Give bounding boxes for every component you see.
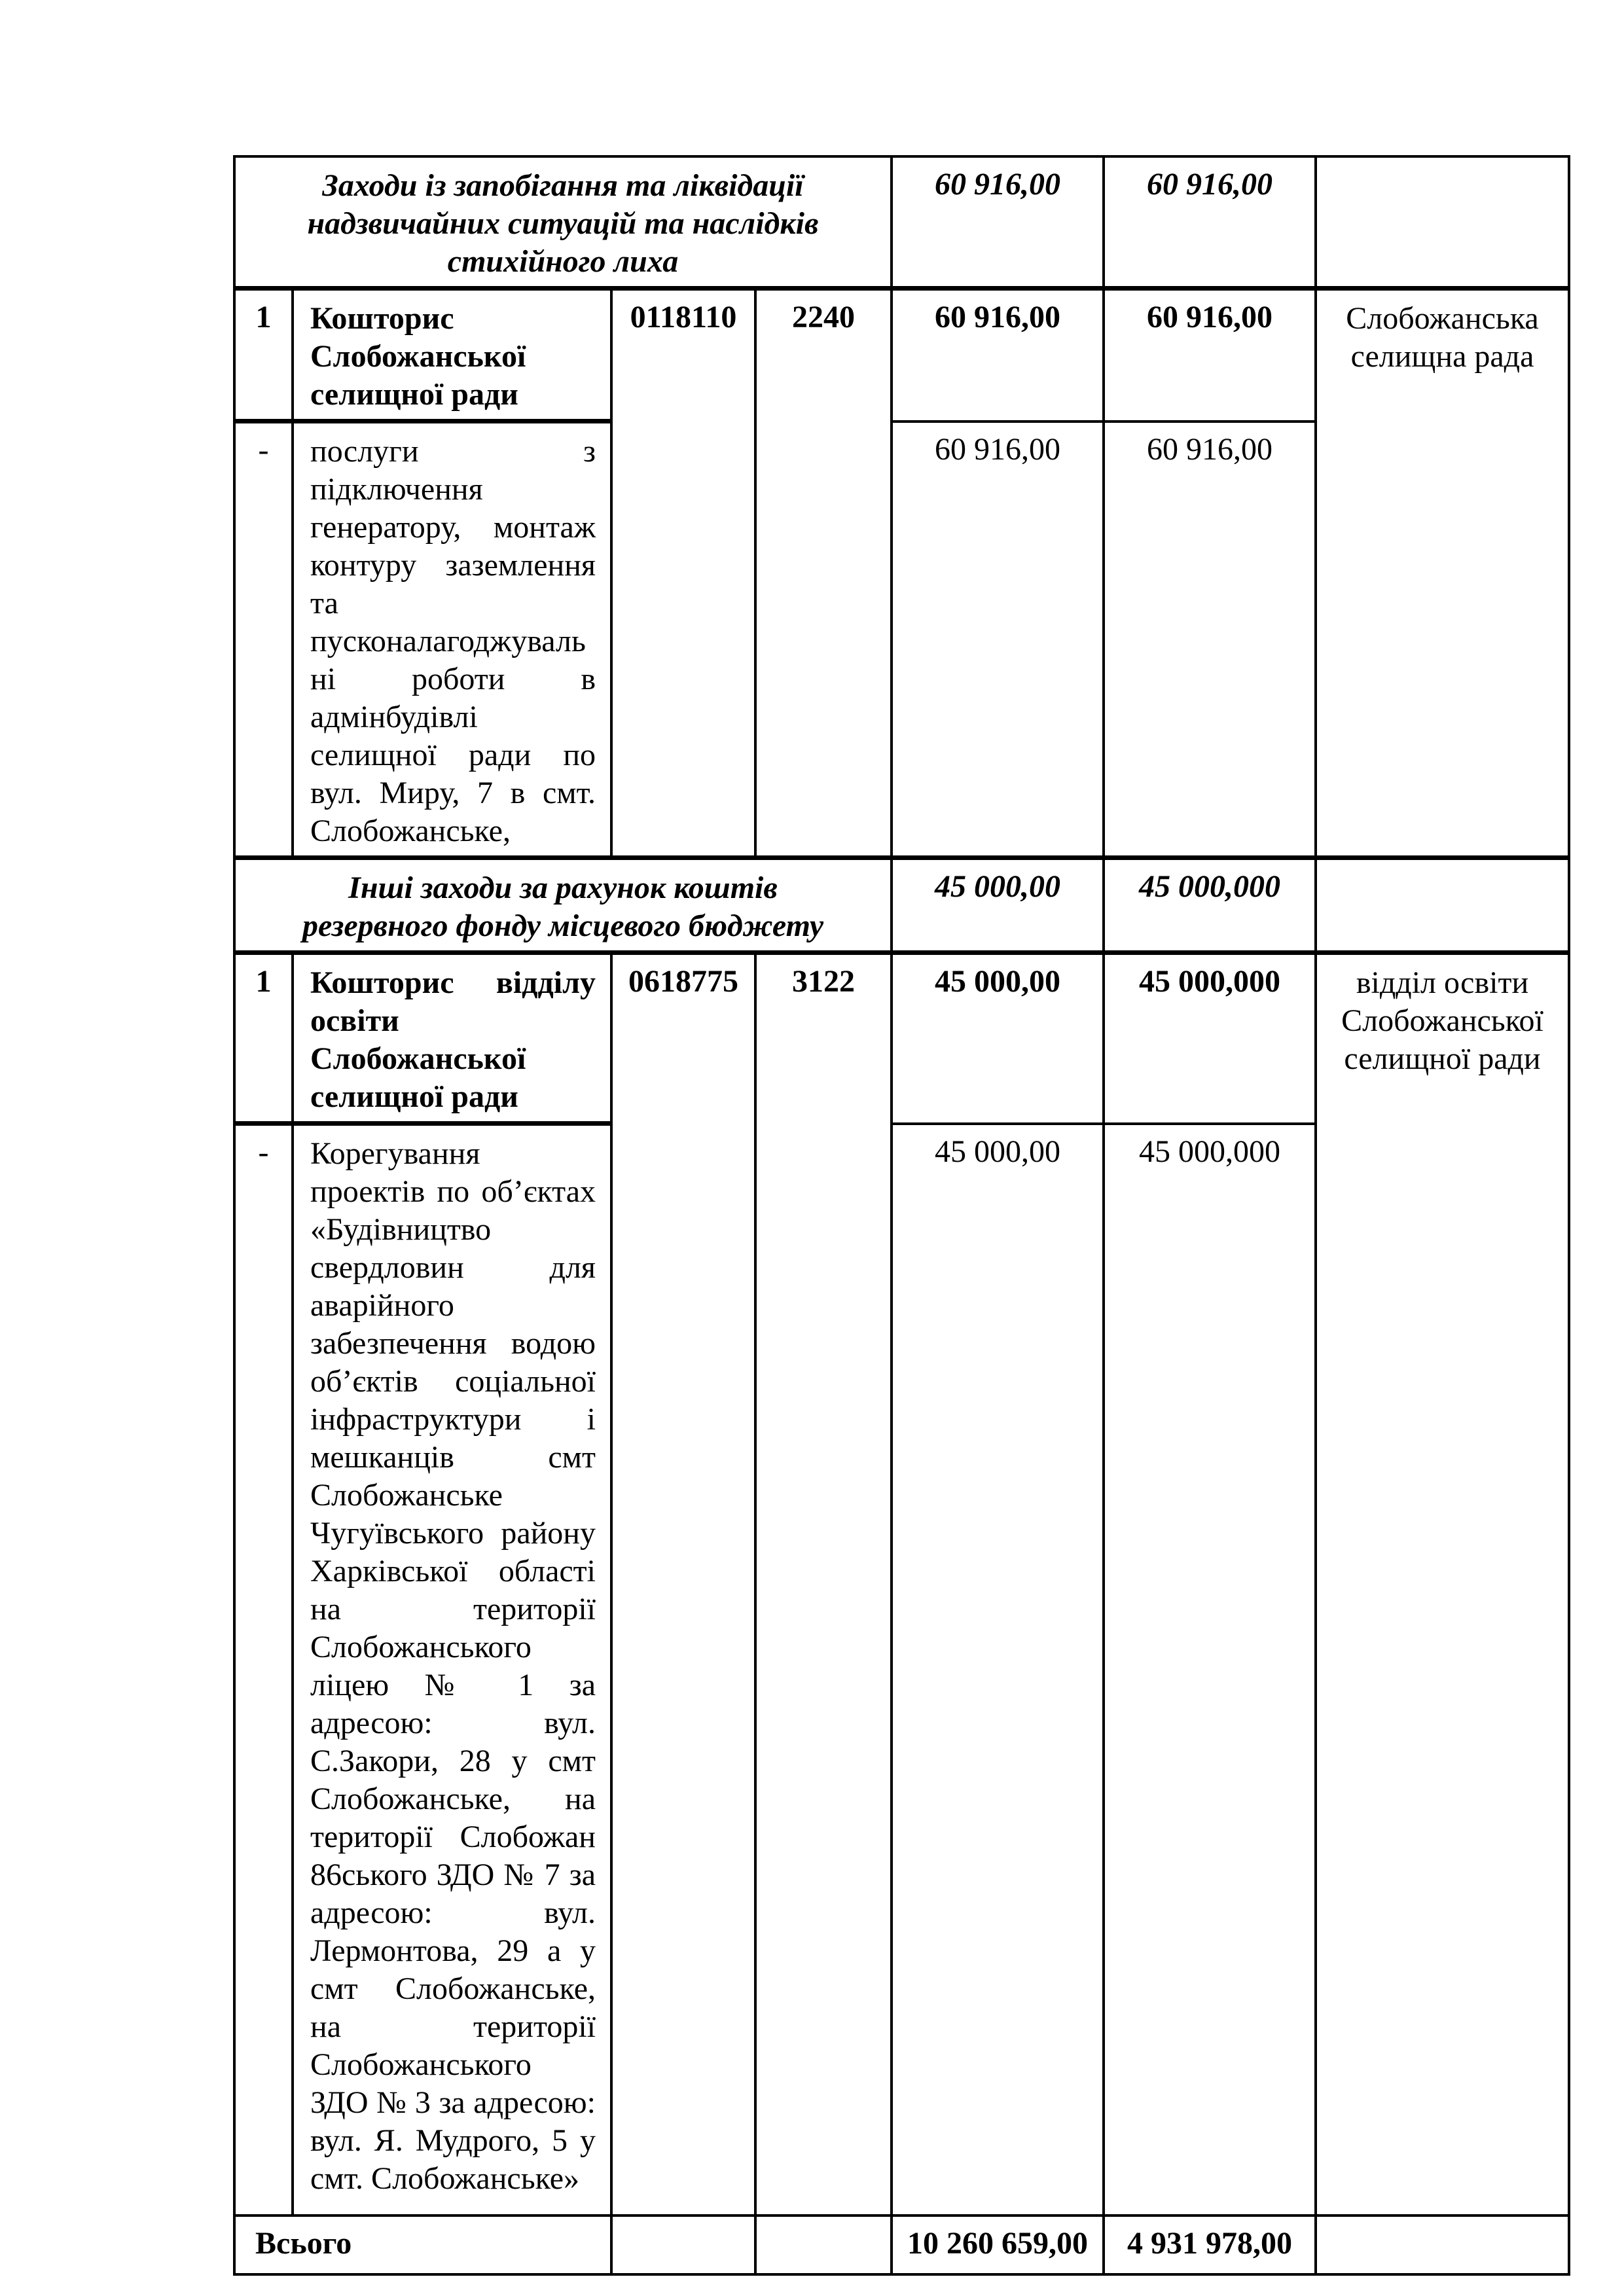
program-code-cell: 0118110 [611, 289, 755, 858]
executor-cell: Слобожанська селищна рада [1316, 289, 1569, 858]
empty-cell [1316, 2215, 1569, 2274]
entry-row [234, 953, 1569, 1124]
empty-cell [611, 2215, 755, 2274]
empty-cell [755, 2215, 892, 2274]
section-header-row [234, 858, 1569, 953]
section-amount-2-cell: 45 000,000 [1104, 858, 1316, 953]
expense-name-cell: Корегування проектів по об’єктах «Будівництво свердловин для аварійного забезпечення водою об’єктів соціальної інфраструктури і мешканців смт Слобожанське Чугуївського району Харківської області на території Слобожанського ліцею № 1 за адресою: вул. С.Закори, 28 у смт Слобожанське, на території Слобожан 86ського ЗДО № 7 за адресою: вул. Лермонтова, 29 а у смт Слобожанське, на території Слобожанського ЗДО № 3 за адресою: вул. Я. Мудрого, 5 у смт. Слобожанське» [293, 1124, 611, 2215]
kekv-code-cell: 2240 [755, 289, 892, 858]
amount-1-cell: 45 000,00 [892, 953, 1104, 1124]
amount-1-cell: 45 000,00 [892, 1124, 1104, 2215]
total-row [234, 2215, 1569, 2274]
amount-1-cell: 60 916,00 [892, 289, 1104, 422]
row-number-cell: - [234, 1124, 293, 2215]
program-code-cell: 0618775 [611, 953, 755, 2215]
amount-2-cell: 60 916,00 [1104, 289, 1316, 422]
entry-row [234, 289, 1569, 422]
kekv-code-cell: 3122 [755, 953, 892, 2215]
expense-name-cell: Кошторис відділу освіти Слобожанської селищної ради [293, 953, 611, 1124]
total-label-cell: Всього [234, 2215, 611, 2274]
executor-cell: відділ освіти Слобожанської селищної ради [1316, 953, 1569, 2215]
amount-2-cell: 60 916,00 [1104, 422, 1316, 858]
section-amount-2-cell: 60 916,00 [1104, 156, 1316, 289]
row-number-cell: - [234, 422, 293, 858]
section-amount-1-cell: 60 916,00 [892, 156, 1104, 289]
total-amount-2-cell: 4 931 978,00 [1104, 2215, 1316, 2274]
row-number-cell: 1 [234, 953, 293, 1124]
amount-1-cell: 60 916,00 [892, 422, 1104, 858]
expense-name-cell: Кошторис Слобожанської селищної ради [293, 289, 611, 422]
amount-2-cell: 45 000,000 [1104, 953, 1316, 1124]
section-header-row [234, 156, 1569, 289]
row-number-cell: 1 [234, 289, 293, 422]
expense-name-cell: послуги з підключення генератору, монтаж контуру заземлення та пусконалагоджувальні роботи в адмінбудівлі селищної ради по вул. Миру, 7 в смт. Слобожанське, [293, 422, 611, 858]
empty-cell [1316, 156, 1569, 289]
amount-2-cell: 45 000,000 [1104, 1124, 1316, 2215]
total-amount-1-cell: 10 260 659,00 [892, 2215, 1104, 2274]
section-title-cell: Інші заходи за рахунок коштів резервного фонду місцевого бюджету [234, 858, 892, 953]
section-amount-1-cell: 45 000,00 [892, 858, 1104, 953]
section-title-cell: Заходи із запобігання та ліквідації надзвичайних ситуацій та наслідків стихійного лиха [234, 156, 892, 289]
empty-cell [1316, 858, 1569, 953]
budget-allocation-table [233, 155, 1570, 2276]
